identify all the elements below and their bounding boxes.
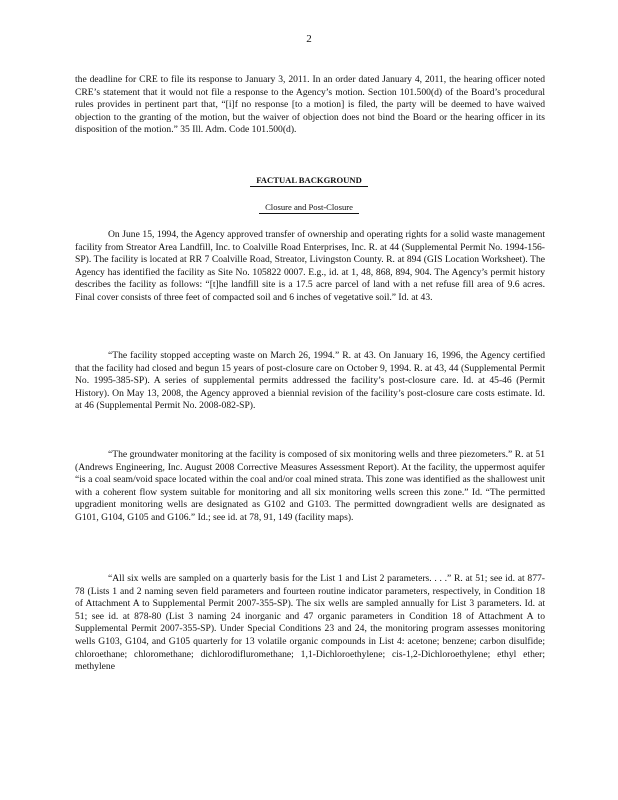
paragraph-text: On June 15, 1994, the Agency approved transfer of ownership and operating rights for a solid waste management facility from Streator Area Landfill, Inc. to Coalville Road Enterprises, Inc. R. at 44 (Supplemental Permit No. 1994-156-SP). The facility is located at RR 7 Coalville Road, Streator, Livingston County. R. at 894 (GIS Location Worksheet). The Agency has identified the facility as Site No. 105822 0007. E.g., id. at 1, 48, 868, 894, 904. The Agency’s permit history describes the facility as follows: “[t]he landfill site is a 17.5 acre parcel of land with a net refuse fill area of 9.6 acres. Final cover consists of three feet of compacted soil and 6 inches of vegetative soil.” Id. at 43. bbox=[75, 229, 545, 303]
paragraph-1 bbox=[75, 229, 545, 305]
paragraph-2 bbox=[75, 350, 545, 413]
section-heading bbox=[0, 175, 618, 185]
page-number: 2 bbox=[306, 33, 312, 45]
paragraph-text: “The groundwater monitoring at the facility is composed of six monitoring wells and three piezometers.” R. at 51 (Andrews Engineering, Inc. August 2008 Corrective Measures Assessment Report). At the facility, the uppermost aquifer “is a coal seam/void space located within the coal and/or coal mined strata. This zone was identified as the shallowest unit with a coherent flow system suitable for monitoring and all six monitoring wells screen this zone.” Id. “The permitted upgradient monitoring wells are designated as G102 and G103. The permitted downgradient wells are designated as G101, G104, G105 and G106.” Id.; see id. at 78, 91, 149 (facility maps). bbox=[75, 449, 545, 523]
paragraph-text: “All six wells are sampled on a quarterly basis for the List 1 and List 2 parameters. . . .” R. at 51; see id. at 877-78 (Lists 1 and 2 naming seven field parameters and fourteen routine indicator parameters, respectively, in Condition 18 of Attachment A to Supplemental Permit 2007-355-SP). The six wells are sampled annually for List 3 parameters. Id. at 51; see id. at 878-80 (List 3 naming 24 inorganic and 47 organic parameters in Condition 18 of Attachment A to Supplemental Permit 2007-355-SP). Under Special Conditions 23 and 24, the monitoring program assesses monitoring wells G103, G104, and G105 quarterly for 13 volatile organic compounds in List 4: acetone; benzene; carbon disulfide; chloroethane; chloromethane; dichlorodifluromethane; 1,1-Dichloroethylene; cis-1,2-Dichloroethylene; ethyl ether; methylene bbox=[75, 573, 545, 673]
paragraph-3 bbox=[75, 449, 545, 525]
paragraph-text: “The facility stopped accepting waste on March 26, 1994.” R. at 43. On January 16, 1996, the Agency certified that the facility had closed and begun 15 years of post-closure care on October 9, 1994. R. at 43, 44 (Supplemental Permit No. 1995-385-SP). A series of supplemental permits addressed the facility’s post-closure care. Id. at 45-46 (Permit History). On May 13, 2008, the Agency approved a biennial revision of the facility’s post-closure care costs estimate. Id. at 46 (Supplemental Permit No. 2008-082-SP). bbox=[75, 350, 545, 412]
intro-paragraph bbox=[75, 74, 545, 137]
section-heading-text: FACTUAL BACKGROUND bbox=[250, 175, 368, 187]
paragraph-text: the deadline for CRE to file its response to January 3, 2011. In an order dated January 4, 2011, the hearing officer noted CRE’s statement that it would not file a response to the Agency’s motion. Section 101.500(d) of the Board’s procedural rules provides in pertinent part that, “[i]f no response [to a motion] is filed, the party will be deemed to have waived objection to the granting of the motion, but the waiver of objection does not bind the Board or the hearing officer in its disposition of the motion.” 35 Ill. Adm. Code 101.500(d). bbox=[75, 74, 545, 136]
section-subheading-text: Closure and Post-Closure bbox=[259, 202, 359, 214]
paragraph-4 bbox=[75, 573, 545, 674]
section-subheading bbox=[0, 202, 618, 212]
